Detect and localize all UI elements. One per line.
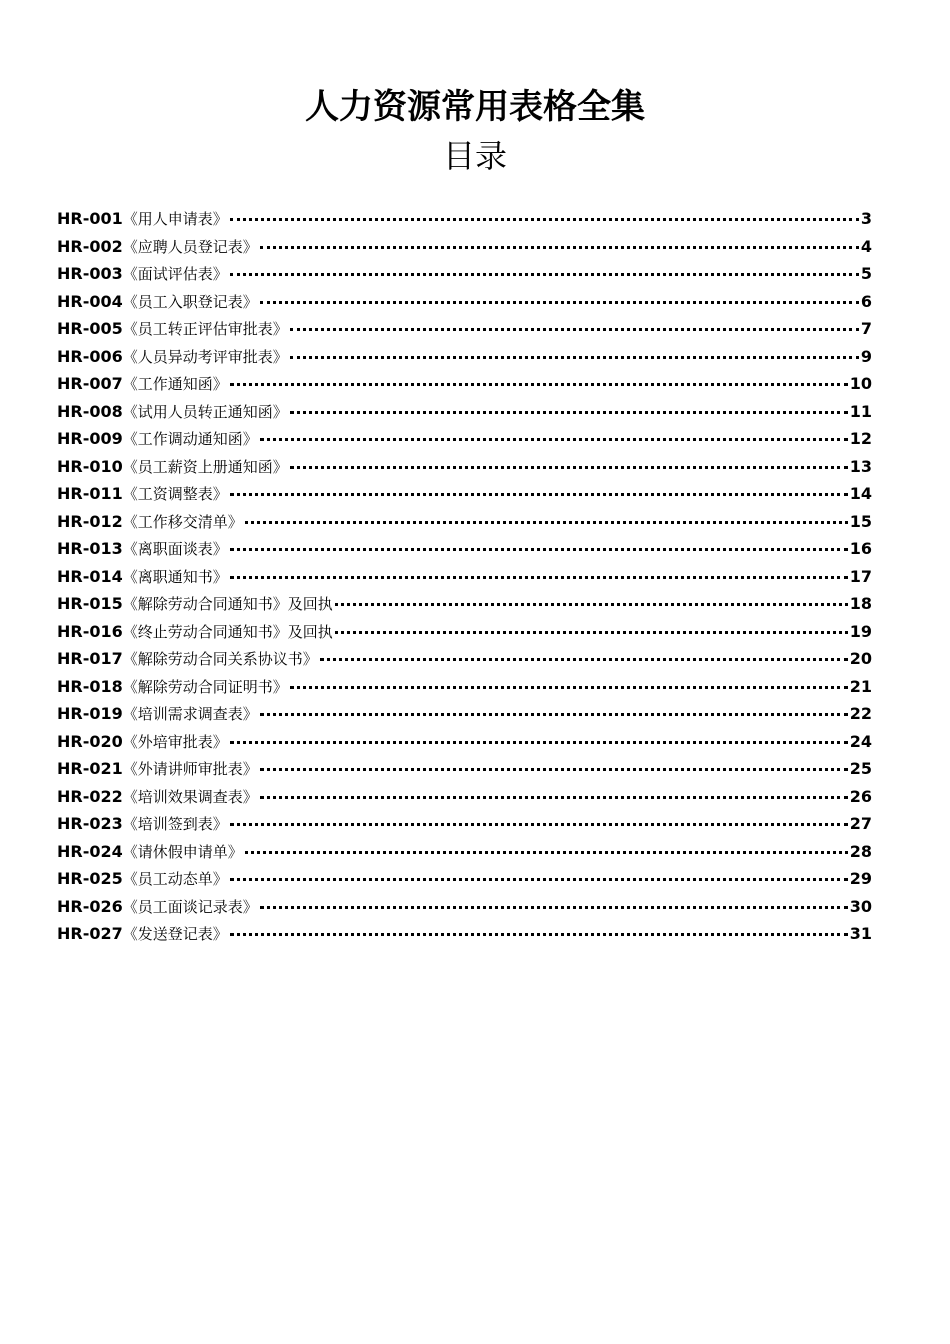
toc-entry[interactable] xyxy=(57,728,872,756)
toc-entry-page-number: 28 xyxy=(849,841,872,861)
toc-entry[interactable] xyxy=(57,590,872,618)
toc-entry[interactable] xyxy=(57,508,872,536)
toc-entry[interactable] xyxy=(57,618,872,646)
toc-dot-leader xyxy=(290,356,859,359)
toc-dot-leader xyxy=(290,466,848,469)
toc-entry-title: 《员工入职登记表》 xyxy=(122,292,258,311)
toc-entry-code: HR-007 xyxy=(57,374,123,393)
toc-dot-leader xyxy=(260,438,848,441)
toc-entry-title: 《员工薪资上册通知函》 xyxy=(122,457,288,476)
toc-entry-page-number: 17 xyxy=(849,566,872,586)
toc-dot-leader xyxy=(290,686,848,689)
toc-dot-leader xyxy=(230,218,859,221)
toc-entry-page-number: 21 xyxy=(849,676,872,696)
toc-dot-leader xyxy=(335,603,848,606)
toc-entry-title: 《发送登记表》 xyxy=(122,925,228,943)
toc-entry[interactable] xyxy=(57,288,872,316)
toc-entry[interactable] xyxy=(57,453,872,481)
toc-entry-title: 《工作调动通知函》 xyxy=(122,430,258,448)
toc-entry-page-number: 12 xyxy=(849,429,872,448)
toc-entry-title: 《工作移交清单》 xyxy=(122,512,243,531)
toc-dot-leader xyxy=(245,521,848,524)
toc-entry-page-number: 16 xyxy=(849,539,872,558)
toc-dot-leader xyxy=(290,411,848,414)
toc-entry-code: HR-006 xyxy=(57,346,123,366)
toc-entry-title: 《员工面谈记录表》 xyxy=(122,897,258,916)
toc-entry[interactable] xyxy=(57,700,872,728)
toc-dot-leader xyxy=(230,823,848,826)
toc-entry-code: HR-024 xyxy=(57,841,123,861)
toc-entry-code: HR-022 xyxy=(57,786,123,806)
toc-dot-leader xyxy=(260,301,859,304)
toc-entry-title: 《外培审批表》 xyxy=(122,732,228,751)
toc-entry[interactable] xyxy=(57,260,872,288)
toc-dot-leader xyxy=(230,273,859,276)
toc-entry-code: HR-021 xyxy=(57,759,123,778)
toc-entry-page-number: 5 xyxy=(860,264,872,283)
toc-entry-code: HR-015 xyxy=(57,594,123,613)
toc-entry-page-number: 3 xyxy=(860,209,872,228)
toc-entry-code: HR-027 xyxy=(57,924,123,943)
toc-entry[interactable] xyxy=(57,838,872,866)
toc-entry-page-number: 4 xyxy=(860,236,872,256)
toc-entry-page-number: 24 xyxy=(849,731,872,751)
toc-entry-page-number: 15 xyxy=(849,511,872,531)
toc-dot-leader xyxy=(290,328,859,331)
toc-dot-leader xyxy=(260,768,848,771)
toc-entry-code: HR-013 xyxy=(57,539,123,558)
toc-dot-leader xyxy=(230,878,848,881)
toc-entry-page-number: 25 xyxy=(849,759,872,778)
toc-entry-code: HR-012 xyxy=(57,511,123,531)
toc-entry[interactable] xyxy=(57,480,872,508)
document-title: 人力资源常用表格全集 xyxy=(305,87,645,127)
toc-entry[interactable] xyxy=(57,315,872,343)
toc-entry-page-number: 6 xyxy=(860,291,872,311)
toc-entry-title: 《试用人员转正通知函》 xyxy=(122,402,288,421)
toc-entry-title: 《终止劳动合同通知书》及回执 xyxy=(122,622,333,641)
toc-entry[interactable] xyxy=(57,755,872,783)
toc-entry-title: 《解除劳动合同关系协议书》 xyxy=(122,650,318,668)
toc-dot-leader xyxy=(245,851,848,854)
toc-entry-code: HR-017 xyxy=(57,649,123,668)
table-of-contents xyxy=(57,205,872,948)
toc-entry-page-number: 30 xyxy=(849,896,872,916)
toc-entry-page-number: 19 xyxy=(849,621,872,641)
toc-entry-title: 《用人申请表》 xyxy=(122,210,228,228)
toc-dot-leader xyxy=(335,631,848,634)
toc-entry[interactable] xyxy=(57,370,872,398)
toc-dot-leader xyxy=(230,548,848,551)
toc-dot-leader xyxy=(260,796,848,799)
toc-entry-code: HR-026 xyxy=(57,896,123,916)
toc-dot-leader xyxy=(230,383,848,386)
toc-entry-page-number: 9 xyxy=(860,346,872,366)
toc-entry-page-number: 14 xyxy=(849,484,872,503)
toc-entry-code: HR-010 xyxy=(57,456,123,476)
toc-entry[interactable] xyxy=(57,205,872,233)
toc-entry-title: 《请休假申请单》 xyxy=(122,842,243,861)
toc-entry-title: 《培训签到表》 xyxy=(122,815,228,833)
toc-dot-leader xyxy=(230,493,848,496)
toc-entry[interactable] xyxy=(57,343,872,371)
toc-entry[interactable] xyxy=(57,233,872,261)
toc-dot-leader xyxy=(260,246,859,249)
toc-entry-code: HR-011 xyxy=(57,484,123,503)
toc-entry-title: 《人员异动考评审批表》 xyxy=(122,347,288,366)
toc-entry[interactable] xyxy=(57,810,872,838)
toc-entry[interactable] xyxy=(57,865,872,893)
toc-entry-title: 《外请讲师审批表》 xyxy=(122,760,258,778)
toc-entry-page-number: 26 xyxy=(849,786,872,806)
toc-dot-leader xyxy=(320,658,848,661)
toc-entry-code: HR-014 xyxy=(57,566,123,586)
toc-entry[interactable] xyxy=(57,425,872,453)
toc-entry[interactable] xyxy=(57,673,872,701)
toc-entry-title: 《离职面谈表》 xyxy=(122,540,228,558)
toc-entry-page-number: 31 xyxy=(849,924,872,943)
toc-entry-page-number: 20 xyxy=(849,649,872,668)
toc-entry-code: HR-009 xyxy=(57,429,123,448)
toc-dot-leader xyxy=(260,713,848,716)
toc-heading: 目录 xyxy=(442,137,507,175)
toc-entry-code: HR-019 xyxy=(57,704,123,723)
toc-entry-page-number: 7 xyxy=(860,319,872,338)
toc-entry-title: 《员工动态单》 xyxy=(122,870,228,888)
toc-entry-code: HR-025 xyxy=(57,869,123,888)
toc-entry[interactable] xyxy=(57,893,872,921)
toc-entry-page-number: 13 xyxy=(849,456,872,476)
toc-entry-title: 《工作通知函》 xyxy=(122,375,228,393)
toc-entry-code: HR-002 xyxy=(57,236,123,256)
toc-entry-code: HR-023 xyxy=(57,814,123,833)
toc-dot-leader xyxy=(230,576,848,579)
toc-entry-page-number: 22 xyxy=(849,704,872,723)
toc-entry[interactable] xyxy=(57,920,872,948)
toc-entry[interactable] xyxy=(57,398,872,426)
toc-entry-title: 《应聘人员登记表》 xyxy=(122,237,258,256)
toc-entry-page-number: 29 xyxy=(849,869,872,888)
toc-entry-title: 《培训需求调查表》 xyxy=(122,705,258,723)
toc-dot-leader xyxy=(230,933,848,936)
toc-entry-code: HR-001 xyxy=(57,209,123,228)
toc-entry-code: HR-003 xyxy=(57,264,123,283)
toc-entry-code: HR-008 xyxy=(57,401,123,421)
toc-entry-page-number: 27 xyxy=(849,814,872,833)
toc-entry-title: 《解除劳动合同通知书》及回执 xyxy=(122,595,333,613)
toc-entry-title: 《面试评估表》 xyxy=(122,265,228,283)
toc-entry-code: HR-018 xyxy=(57,676,123,696)
toc-entry-code: HR-020 xyxy=(57,731,123,751)
toc-entry-page-number: 11 xyxy=(849,401,872,421)
toc-entry[interactable] xyxy=(57,535,872,563)
toc-entry[interactable] xyxy=(57,645,872,673)
toc-entry-page-number: 18 xyxy=(849,594,872,613)
toc-entry-code: HR-016 xyxy=(57,621,123,641)
toc-entry-title: 《工资调整表》 xyxy=(122,485,228,503)
toc-entry[interactable] xyxy=(57,783,872,811)
toc-entry-title: 《培训效果调查表》 xyxy=(122,787,258,806)
toc-entry-title: 《员工转正评估审批表》 xyxy=(122,320,288,338)
toc-entry-title: 《解除劳动合同证明书》 xyxy=(122,677,288,696)
toc-entry-code: HR-005 xyxy=(57,319,123,338)
toc-entry[interactable] xyxy=(57,563,872,591)
toc-dot-leader xyxy=(230,741,848,744)
toc-entry-page-number: 10 xyxy=(849,374,872,393)
toc-entry-title: 《离职通知书》 xyxy=(122,567,228,586)
toc-dot-leader xyxy=(260,906,848,909)
toc-entry-code: HR-004 xyxy=(57,291,123,311)
